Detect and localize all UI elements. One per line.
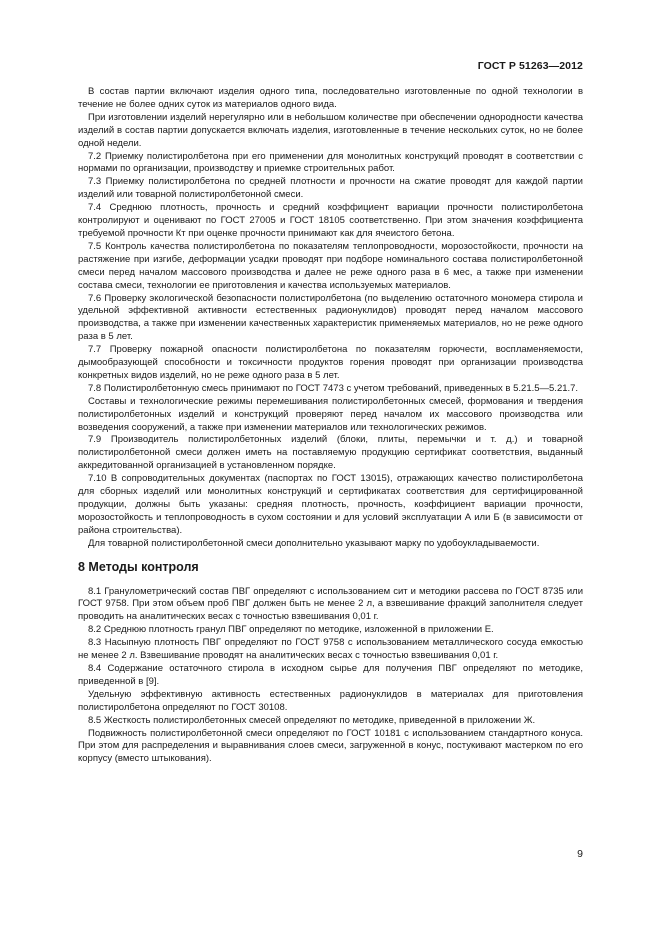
paragraph: 7.9 Производитель полистиролбетонных изделий (блоки, плиты, перемычки и т. д.) и товарной полистиролбетонной смеси должен иметь на поставляемую продукцию сертификат соответствия, выданный аккредитованной организацией в установленном порядке. xyxy=(78,434,583,472)
paragraph: Удельную эффективную активность естественных радионуклидов в материалах для приготовления полистиролбетона определяют по ГОСТ 30108. xyxy=(78,688,583,713)
paragraph: 8.4 Содержание остаточного стирола в исходном сырье для получения ПВГ определяют по методике, приведенной в [9]. xyxy=(78,662,583,687)
paragraph: Для товарной полистиролбетонной смеси дополнительно указывают марку по удобоукладываемости. xyxy=(88,537,540,549)
section-7-continuation xyxy=(78,86,583,551)
paragraph: 7.10 В сопроводительных документах (паспортах по ГОСТ 13015), отражающих качество полистиролбетона для сборных изделий или монолитных конструкций и сертификатах соответствия для сертифицированной продукции, должны быть указаны: средняя плотность, прочность, коэффициент вариации прочности, морозостойкость и теплопроводность в сухом состоянии и для условий эксплуатации А или Б (в зависимости от района строительства). xyxy=(78,473,583,536)
section-heading: 8 Методы контроля xyxy=(78,559,199,574)
paragraph: Подвижность полистиролбетонной смеси определяют по ГОСТ 10181 с использованием стандартного конуса. При этом для распределения и выравнивания слоев смеси, загруженной в конус, постукивают мастерком по его корпусу (вместо штыкования). xyxy=(78,727,583,765)
paragraph: 8.5 Жесткость полистиролбетонных смесей определяют по методике, приведенной в приложении Ж. xyxy=(88,714,536,726)
page-number: 9 xyxy=(577,848,583,860)
section-8-content xyxy=(78,586,583,767)
paragraph: 7.7 Проверку пожарной опасности полистиролбетона по показателям горючести, воспламеняемости, дымообразующей способности и токсичности продуктов горения проводят при организации производства конкретных видов изделий, но не реже одного раза в 5 лет. xyxy=(78,344,583,381)
paragraph: 7.5 Контроль качества полистиролбетона по показателям теплопроводности, морозостойкости, прочности на растяжение при изгибе, деформации усадки проводят при подборе номинального состава полистиролбетонной смеси перед началом массового производства и далее не реже одного раза в 6 мес, а также при изменении состава смеси, технологии ее приготовления и качества используемых материалов. xyxy=(78,240,583,291)
paragraph: При изготовлении изделий нерегулярно или в небольшом количестве при обеспечении однородности качества изделий в состав партии допускается включать изделия, изготовленные в течение нескольких суток, но не более одной недели. xyxy=(78,111,583,149)
paragraph: 7.8 Полистиролбетонную смесь принимают по ГОСТ 7473 с учетом требований, приведенных в 5.21.5—5.21.7. xyxy=(88,382,579,394)
document-body xyxy=(78,86,583,766)
paragraph: 8.1 Гранулометрический состав ПВГ определяют с использованием сит и методики рассева по ГОСТ 8735 или ГОСТ 9758. При этом объем проб ПВГ должен быть не менее 2 л, а взвешивание фракций заполнителя следует проводить на аналитических весах с точностью взвешивания 0,01 г. xyxy=(78,585,583,623)
paragraph: В состав партии включают изделия одного типа, последовательно изготовленные по одной технологии в течение не более одних суток из материалов одного вида. xyxy=(78,86,583,110)
paragraph: 8.3 Насыпную плотность ПВГ определяют по ГОСТ 9758 с использованием металлического сосуда емкостью не менее 2 л. Взвешивание проводят на аналитических весах с точностью взвешивания 0,01 г. xyxy=(78,637,583,662)
paragraph: 7.6 Проверку экологической безопасности полистиролбетона (по выделению остаточного мономера стирола и удельной эффективной активности естественных радионуклидов) проводят перед началом массового производства, а также при изменении качественных характеристик применяемых материалов, но не реже одного раза в 5 лет. xyxy=(78,292,583,343)
paragraph: 7.4 Среднюю плотность, прочность и средний коэффициент вариации прочности полистиролбетона контролируют и оценивают по ГОСТ 27005 и ГОСТ 18105 соответственно. При этом значения коэффициента требуемой прочности Кт при оценке прочности принимают как для ячеистого бетона. xyxy=(78,202,583,239)
paragraph: Составы и технологические режимы перемешивания полистиролбетонных смесей, формования и твердения полистиролбетонных изделий и конструкций проверяют перед началом их массового производства или возведения сооружений, а также при изменении материалов или технологических режимов. xyxy=(78,395,583,433)
paragraph: 7.2 Приемку полистиролбетона при его применении для монолитных конструкций проводят в соответствии с нормами по организации, производству и приемке строительных работ. xyxy=(78,150,583,175)
paragraph: 8.2 Среднюю плотность гранул ПВГ определяют по методике, изложенной в приложении Е. xyxy=(88,624,494,636)
paragraph: 7.3 Приемку полистиролбетона по средней плотности и прочности на сжатие проводят для каждой партии изделий или товарной полистиролбетонной смеси. xyxy=(78,176,583,201)
standard-header: ГОСТ Р 51263—2012 xyxy=(477,60,583,72)
